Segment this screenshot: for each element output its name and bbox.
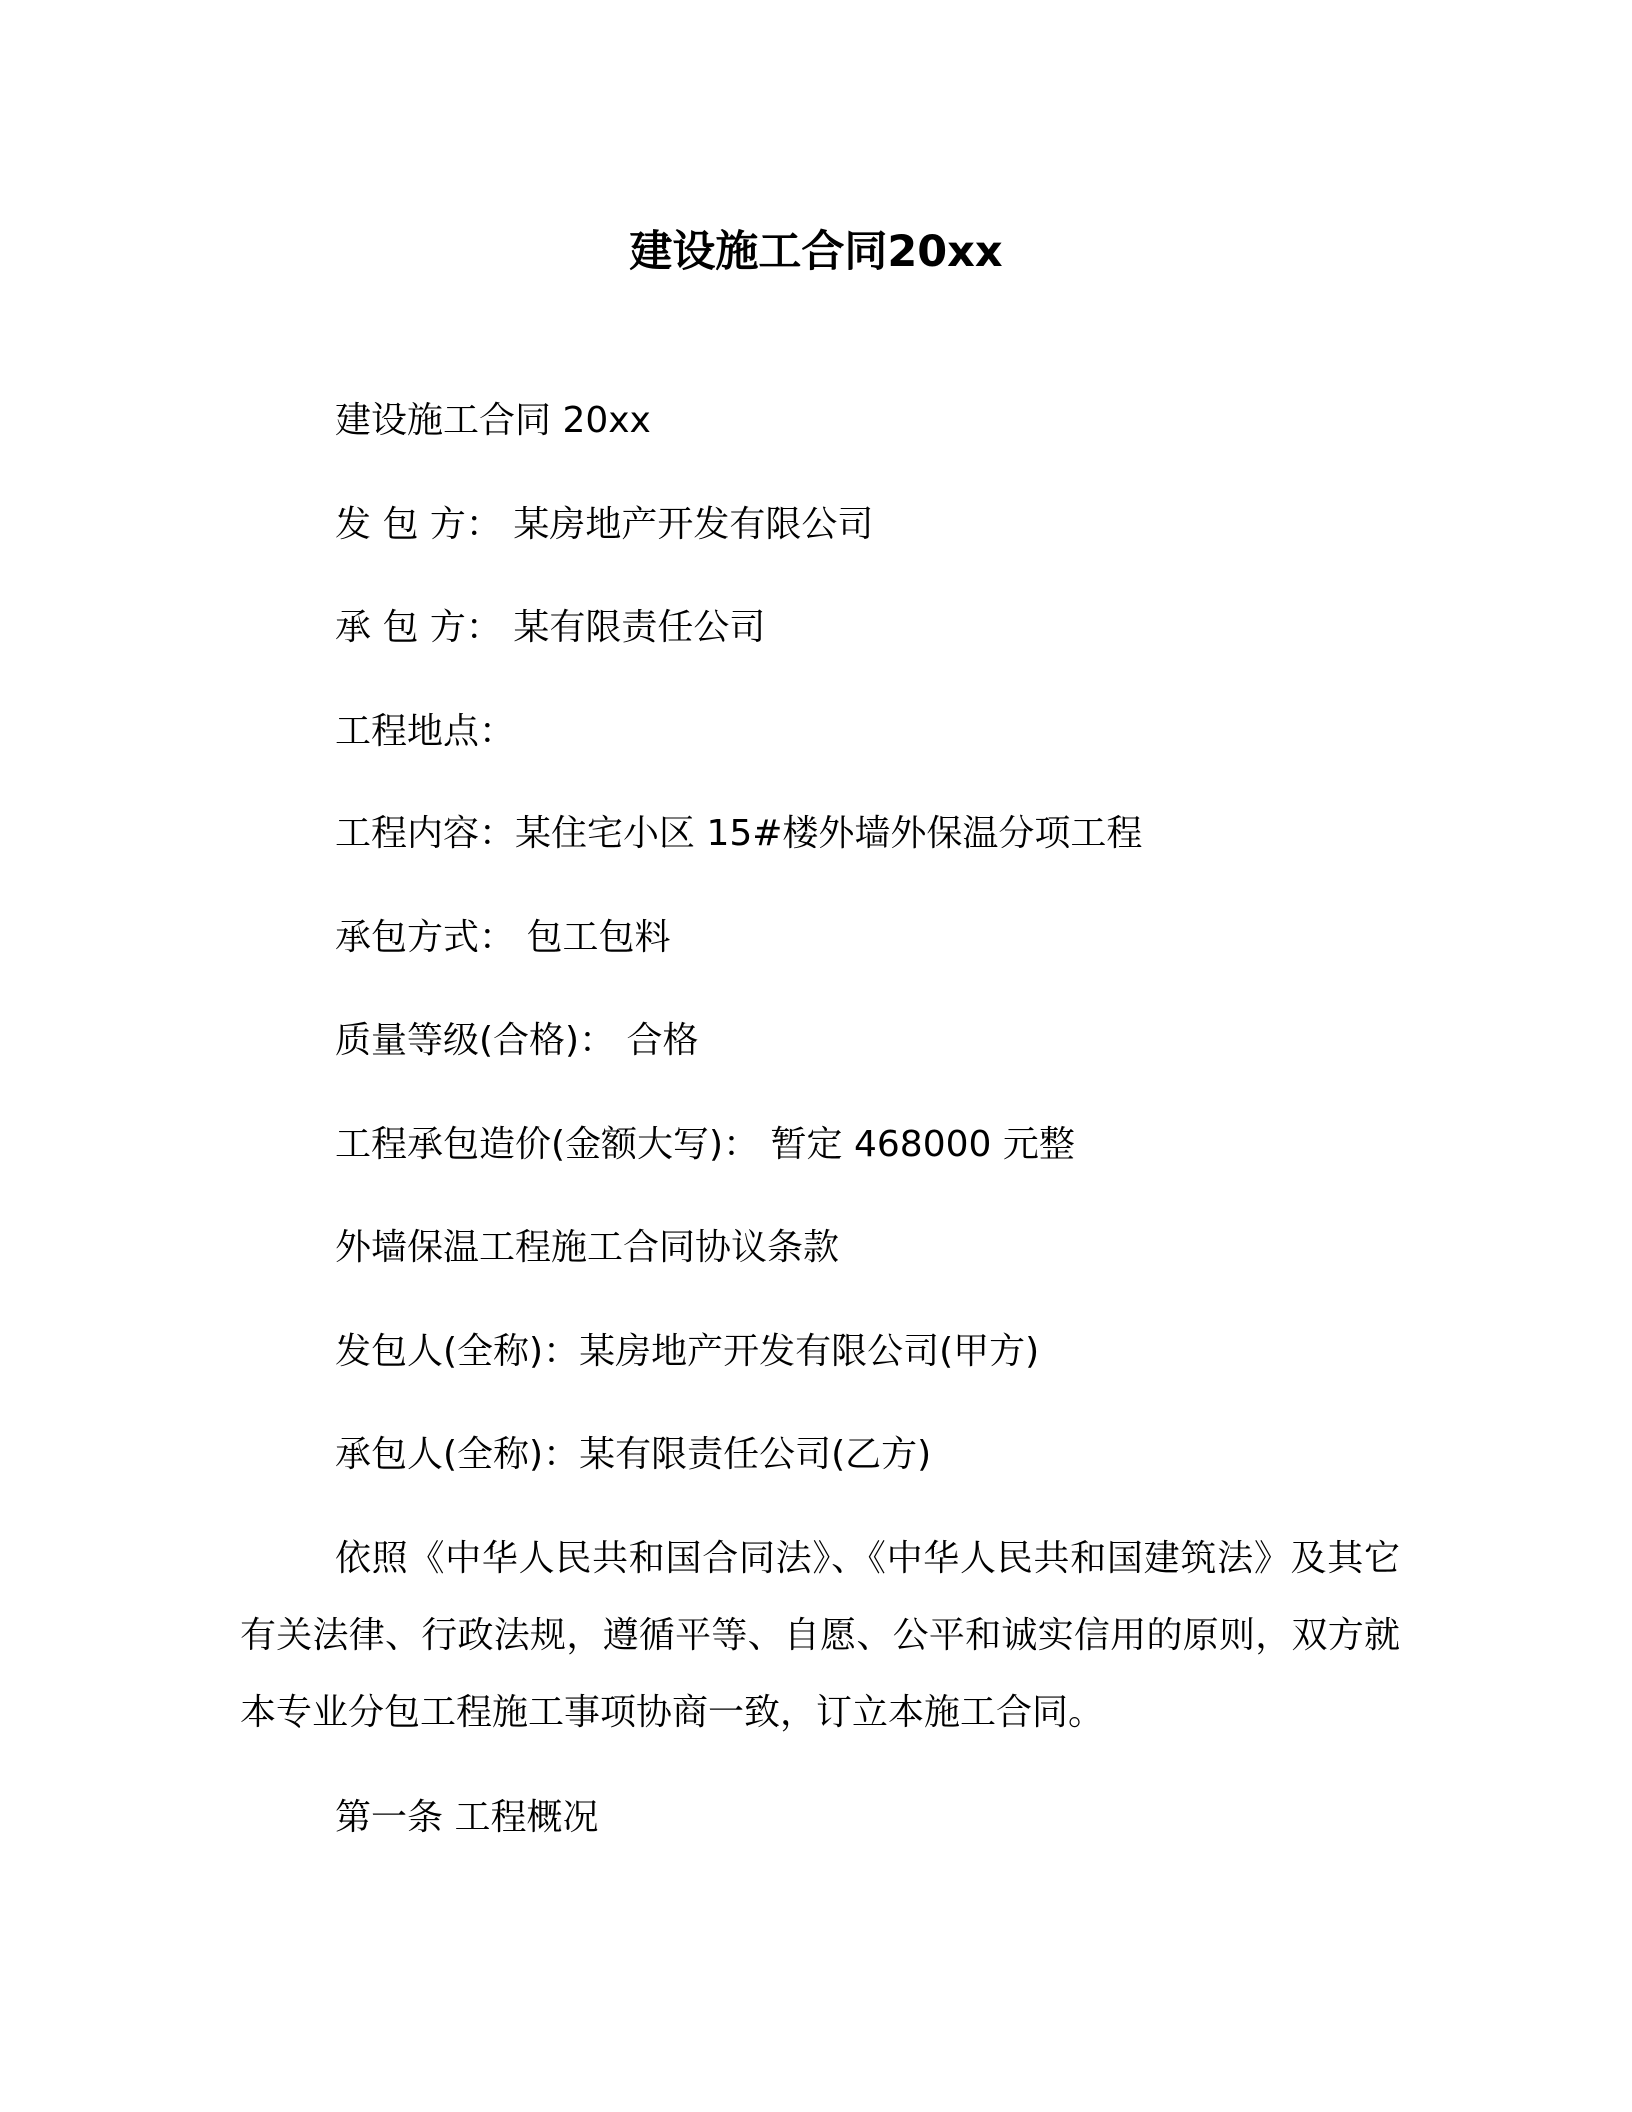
preamble-paragraph: 依照《中华人民共和国合同法》、《中华人民共和国建筑法》及其它有关法律、行政法规，遵循平等、自愿、公平和诚实信用的原则，双方就本专业分包工程施工事项协商一致，订立本施工合同。	[240, 1538, 1400, 1733]
employer-line: 发 包 方： 某房地产开发有限公司	[335, 504, 874, 545]
document-title: 建设施工合同20xx	[629, 227, 1003, 277]
contractor-full-line: 承包人(全称)：某有限责任公司(乙方)	[335, 1434, 932, 1475]
content-line: 工程内容：某住宅小区 15#楼外墙外保温分项工程	[335, 813, 1143, 854]
location-line: 工程地点：	[335, 711, 516, 752]
contractor-line: 承 包 方： 某有限责任公司	[335, 607, 766, 648]
quality-line: 质量等级(合格)： 合格	[335, 1020, 699, 1061]
employer-full-line: 发包人(全称)：某房地产开发有限公司(甲方)	[335, 1331, 1040, 1372]
article-one-heading: 第一条 工程概况	[335, 1797, 599, 1838]
document-subtitle: 建设施工合同 20xx	[335, 400, 651, 441]
price-line: 工程承包造价(金额大写)： 暂定 468000 元整	[335, 1124, 1075, 1165]
method-line: 承包方式： 包工包料	[335, 917, 671, 958]
agreement-heading: 外墙保温工程施工合同协议条款	[335, 1227, 840, 1268]
